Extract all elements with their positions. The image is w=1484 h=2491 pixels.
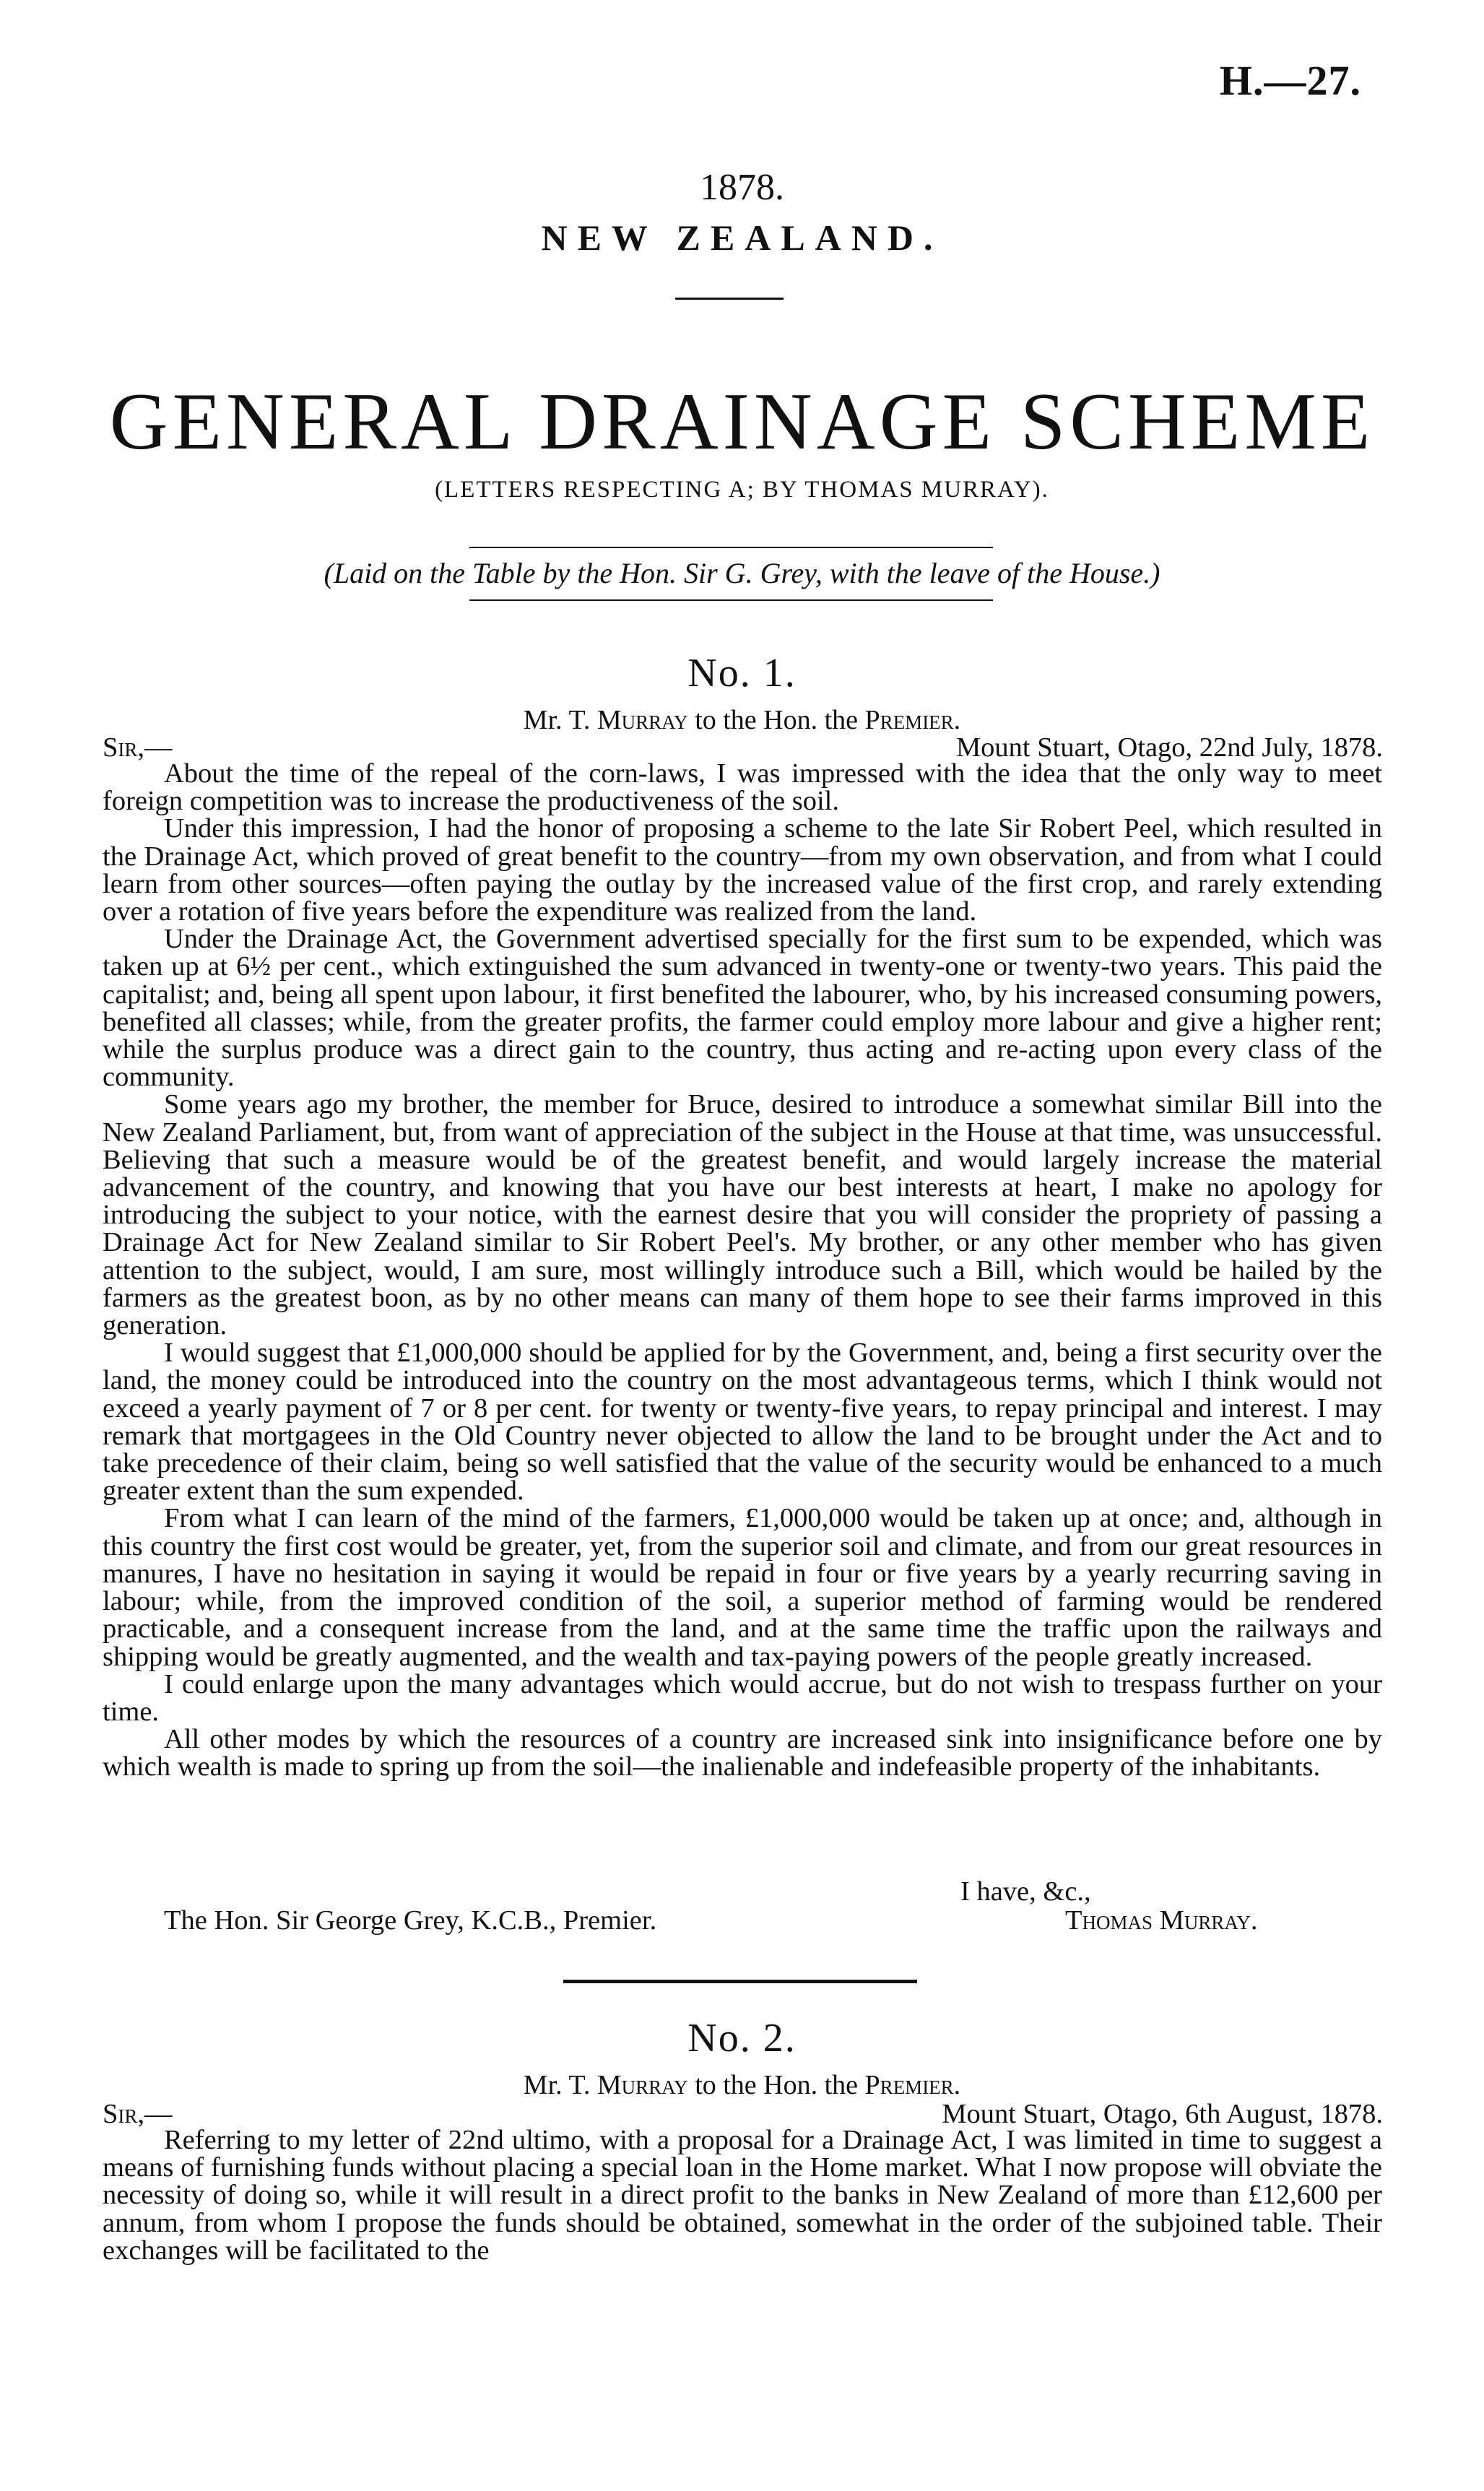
heading-name: Murray [596,2070,688,2100]
document-subtitle: (LETTERS RESPECTING A; BY THOMAS MURRAY). [435,477,1049,503]
paragraph: Under this impression, I had the honor of proposing a scheme to the late Sir Robert Peel, which resulted in the Drainage Act, which proved of great benefit to the country—from my own observation, and from what I could learn from other sources—often paying the outlay by the increased value of the first crop, and rarely extending over a rotation of five years before the expenditure was realized from the land. [103,813,1382,927]
heading-prefix: Mr. T. [523,2070,597,2100]
heading-prefix: Mr. T. [523,705,597,735]
heading-middle: to the Hon. the [687,705,865,735]
letter-2-address: Mount Stuart, Otago, 6th August, 1878. [942,2099,1383,2129]
document-title: GENERAL DRAINAGE SCHEME [109,377,1375,467]
heading-title: Premier. [864,705,961,735]
heading-middle: to the Hon. the [687,2070,865,2100]
laid-rule-top [469,547,993,548]
letter-1-addressee: The Hon. Sir George Grey, K.C.B., Premier. [164,1905,657,1936]
paragraph: I could enlarge upon the many advantages which would accrue, but do not wish to trespass further on your time. [103,1668,1382,1727]
document-year: 1878. [700,167,784,208]
document-code: H.—27. [1219,57,1361,104]
letter-divider [563,1980,917,1983]
letter-1-body [103,760,1382,1781]
paragraph: About the time of the repeal of the corn-laws, I was impressed with the idea that the only way to meet foreign competition was to increase the productiveness of the soil. [103,758,1382,817]
letter-2-body [103,2126,1382,2264]
letter-1-address: Mount Stuart, Otago, 22nd July, 1878. [955,732,1383,763]
heading-name: Murray [596,705,688,735]
letter-1-number: No. 1. [687,651,797,696]
paragraph: From what I can learn of the mind of the farmers, £1,000,000 would be taken up at once; and, although in this country the first cost would be greater, yet, from the superior soil and climate, and from our great resources in manures, I have no hesitation in saying it would be repaid in four or five years by a yearly recurring saving in labour; while, from the improved condition of the soil, a superior method of farming would be rendered practicable, and a consequent increase from the land, and at the same time the traffic upon the railways and shipping would be greatly augmented, and the wealth and tax-paying powers of the people greatly increased. [103,1503,1382,1672]
masthead-divider [675,298,784,300]
document-country: NEW ZEALAND. [541,217,943,258]
letter-2-salutation: Sir,— [103,2099,173,2129]
paragraph: Some years ago my brother, the member for Bruce, desired to introduce a somewhat similar Bill into the New Zealand Parliament, but, from want of appreciation of the subject in the House at that time, was unsuccessful. Believing that such a measure would be of the greatest benefit, and would largely increase the material advancement of the country, and knowing that you have our best interests at heart, I make no apology for introducing the subject to your notice, with the earnest desire that you will consider the propriety of passing a Drainage Act for New Zealand similar to Sir Robert Peel's. My brother, or any other member who has given attention to the subject, would, I am sure, most willingly introduce such a Bill, which would be hailed by the farmers as the greatest boon, as by no other means can many of them hope to see their farms improved in this generation. [103,1089,1382,1341]
paragraph: Referring to my letter of 22nd ultimo, with a proposal for a Drainage Act, I was limited in time to suggest a means of furnishing funds without placing a special loan in the Home market. What I now propose will obviate the necessity of doing so, while it will result in a direct profit to the banks in New Zealand of more than £12,600 per annum, from whom I propose the funds should be obtained, somewhat in the order of the subjoined table. Their exchanges will be facilitated to the [103,2125,1382,2266]
laid-note: (Laid on the Table by the Hon. Sir G. Grey, with the leave of the House.) [324,557,1160,589]
heading-title: Premier. [864,2070,961,2100]
letter-2-number: No. 2. [687,2016,797,2061]
laid-rule-bottom [469,599,993,601]
paragraph: Under the Drainage Act, the Government advertised specially for the first sum to be expended, which was taken up at 6½ per cent., which extinguished the sum advanced in twenty-one or twenty-two years. This paid the capitalist; and, being all spent upon labour, it first benefited the labourer, who, by his increased consuming powers, benefited all classes; while, from the greater profits, the farmer could employ more labour and give a higher rent; while the surplus produce was a direct gain to the country, thus acting and re-acting upon every class of the community. [103,924,1382,1093]
letter-1-signature: Thomas Murray. [1065,1905,1258,1936]
letter-1-salutation: Sir,— [103,732,173,763]
letter-1-closing: I have, &c., [960,1876,1091,1907]
paragraph: I would suggest that £1,000,000 should be applied for by the Government, and, being a first security over the land, the money could be introduced into the country on the most advantageous terms, which I think would not exceed a yearly payment of 7 or 8 per cent. for twenty or twenty-five years, to repay principal and interest. I may remark that mortgagees in the Old Country never objected to allow the land to be brought under the Act and to take precedence of their claim, being so well satisfied that the value of the security would be enhanced to a much greater extent than the sum expended. [103,1338,1382,1507]
letter-2-heading [0,2069,1484,2101]
paragraph: All other modes by which the resources of a country are increased sink into insignificance before one by which wealth is made to spring up from the soil—the inalienable and indefeasible property of the inhabitants. [103,1724,1382,1782]
